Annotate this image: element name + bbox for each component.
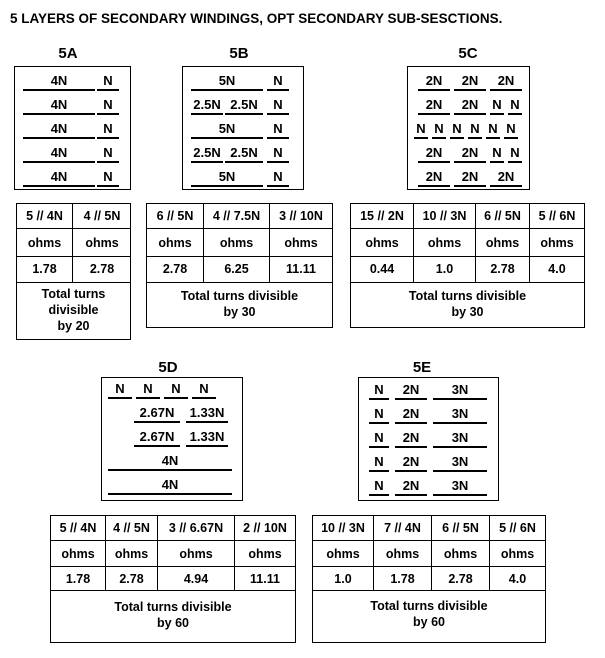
winding-layer-line xyxy=(191,137,263,139)
winding-label: 5N xyxy=(218,73,236,88)
winding-layer-line xyxy=(418,161,450,163)
winding-label: N xyxy=(103,169,113,184)
table-unit: ohms xyxy=(540,236,574,250)
winding-layer-line xyxy=(490,89,522,91)
winding-label: 2N xyxy=(461,73,479,88)
winding-diagram-5b xyxy=(182,66,304,190)
table-value: 2.78 xyxy=(119,572,144,586)
total-note: Total turns divisible by 20 xyxy=(41,287,106,333)
section-label-5d: 5D xyxy=(158,359,178,376)
winding-layer-line xyxy=(23,137,95,139)
winding-layer-line xyxy=(97,137,119,139)
winding-label: 4N xyxy=(161,477,179,492)
winding-label: N xyxy=(374,478,384,493)
table-value: 11.11 xyxy=(250,572,280,586)
table-value: 2.78 xyxy=(162,262,188,276)
winding-label: N xyxy=(374,382,384,397)
winding-label: 1.33N xyxy=(189,429,225,444)
winding-label: 2N xyxy=(425,145,443,160)
winding-layer-line xyxy=(191,113,223,115)
section-label-5a: 5A xyxy=(58,45,78,62)
table-unit: ohms xyxy=(158,236,192,250)
winding-label: N xyxy=(374,430,384,445)
winding-layer-line xyxy=(369,398,389,400)
winding-layer-line xyxy=(490,161,504,163)
winding-layer-line xyxy=(504,137,518,139)
winding-layer-line xyxy=(134,445,180,447)
winding-label: 2N xyxy=(461,97,479,112)
winding-label: 2.67N xyxy=(139,405,175,420)
winding-layer-line xyxy=(454,161,486,163)
winding-label: 3N xyxy=(451,454,469,469)
winding-label: 3N xyxy=(451,382,469,397)
section-label-5c: 5C xyxy=(458,45,478,62)
table-unit: ohms xyxy=(443,547,478,561)
winding-label: 4N xyxy=(161,453,179,468)
winding-diagram-5c xyxy=(407,66,530,190)
winding-label: N xyxy=(374,406,384,421)
table-value: 1.78 xyxy=(65,572,91,586)
winding-label: 2N xyxy=(402,454,420,469)
winding-label: N xyxy=(143,381,153,396)
winding-label: N xyxy=(374,454,384,469)
winding-layer-line xyxy=(454,185,486,187)
table-header: 4 // 7.5N xyxy=(212,209,261,223)
winding-layer-line xyxy=(418,89,450,91)
table-value: 0.44 xyxy=(369,262,395,276)
table-header: 5 // 4N xyxy=(26,209,63,223)
winding-layer-line xyxy=(369,446,389,448)
winding-label: N xyxy=(510,145,520,160)
winding-label: 4N xyxy=(50,145,68,160)
winding-layer-line xyxy=(432,137,446,139)
winding-label: N xyxy=(103,97,113,112)
winding-label: 2N xyxy=(402,406,420,421)
total-note: Total turns divisible by 30 xyxy=(408,289,527,319)
table-value: 2.78 xyxy=(89,262,115,276)
table-header: 15 // 2N xyxy=(360,209,404,223)
table-header: 5 // 6N xyxy=(499,521,536,535)
table-unit: ohms xyxy=(219,236,254,250)
winding-layer-line xyxy=(454,113,486,115)
table-value: 6.25 xyxy=(224,262,249,276)
winding-layer-line xyxy=(97,185,119,187)
winding-layer-line xyxy=(433,446,487,448)
winding-layer-line xyxy=(508,161,522,163)
table-unit: ohms xyxy=(284,236,318,250)
winding-layer-line xyxy=(395,446,427,448)
winding-label: 2N xyxy=(497,169,515,184)
total-note: Total turns divisible by 60 xyxy=(370,599,488,629)
winding-label: 2N xyxy=(461,169,479,184)
table-value: 1.0 xyxy=(334,572,352,586)
table-unit: ohms xyxy=(179,547,213,561)
winding-label: 5N xyxy=(218,121,236,136)
table-unit: ohms xyxy=(365,236,399,250)
winding-label: N xyxy=(416,121,426,136)
winding-label: N xyxy=(115,381,125,396)
winding-layer-line xyxy=(225,113,263,115)
winding-layer-line xyxy=(97,113,119,115)
winding-label: 4N xyxy=(50,169,68,184)
winding-layer-line xyxy=(267,113,289,115)
winding-label: N xyxy=(510,97,520,112)
winding-label: 1.33N xyxy=(189,405,225,420)
table-unit: ohms xyxy=(500,547,535,561)
table-value: 4.94 xyxy=(183,572,209,586)
winding-layer-line xyxy=(395,470,427,472)
ohms-table-5e xyxy=(312,515,546,643)
winding-layer-line xyxy=(191,185,263,187)
winding-layer-line xyxy=(225,161,263,163)
table-value: 4.0 xyxy=(508,572,527,586)
winding-label: N xyxy=(103,121,113,136)
winding-label: 2N xyxy=(461,145,479,160)
winding-label: 2.5N xyxy=(230,97,258,112)
table-header: 6 // 5N xyxy=(442,521,479,535)
table-value: 2.78 xyxy=(490,262,515,276)
winding-layer-line xyxy=(508,113,522,115)
table-header: 5 // 4N xyxy=(59,521,97,535)
winding-layer-line xyxy=(490,113,504,115)
table-value: 1.0 xyxy=(435,262,454,276)
table-value: 11.11 xyxy=(286,262,316,276)
table-unit: ohms xyxy=(385,547,420,561)
winding-label: 2.5N xyxy=(193,145,221,160)
winding-label: N xyxy=(103,145,113,160)
winding-label: N xyxy=(434,121,444,136)
winding-label: N xyxy=(199,381,209,396)
winding-label: 3N xyxy=(451,406,469,421)
winding-layer-line xyxy=(433,398,487,400)
winding-label: N xyxy=(273,121,283,136)
winding-layer-line xyxy=(454,89,486,91)
winding-layer-line xyxy=(108,397,132,399)
winding-label: N xyxy=(103,73,113,88)
winding-label: 2.67N xyxy=(139,429,175,444)
table-header: 10 // 3N xyxy=(321,521,365,535)
table-unit: ohms xyxy=(485,236,520,250)
winding-label: N xyxy=(273,145,283,160)
winding-layer-line xyxy=(433,494,487,496)
winding-layer-line xyxy=(450,137,464,139)
winding-layer-line xyxy=(433,422,487,424)
winding-label: 4N xyxy=(50,121,68,136)
winding-label: 5N xyxy=(218,169,236,184)
total-note: Total turns divisible by 30 xyxy=(180,289,299,319)
winding-diagram-5a xyxy=(14,66,131,190)
winding-label: 2.5N xyxy=(193,97,221,112)
winding-label: 2N xyxy=(425,169,443,184)
winding-layer-line xyxy=(164,397,188,399)
table-value: 1.78 xyxy=(390,572,415,586)
table-header: 4 // 5N xyxy=(83,209,121,223)
winding-layer-line xyxy=(267,137,289,139)
table-value: 1.78 xyxy=(32,262,57,276)
winding-layer-line xyxy=(395,422,427,424)
winding-layer-line xyxy=(136,397,160,399)
winding-layer-line xyxy=(97,161,119,163)
winding-layer-line xyxy=(369,470,389,472)
table-header: 7 // 4N xyxy=(384,521,421,535)
winding-label: N xyxy=(273,73,283,88)
winding-label: N xyxy=(492,145,502,160)
winding-layer-line xyxy=(192,397,216,399)
winding-label: 2N xyxy=(497,73,515,88)
winding-label: 2N xyxy=(425,73,443,88)
table-header: 5 // 6N xyxy=(538,209,576,223)
winding-label: N xyxy=(171,381,181,396)
winding-layer-line xyxy=(267,185,289,187)
section-label-5e: 5E xyxy=(412,359,432,376)
table-value: 4.0 xyxy=(548,262,566,276)
table-header: 10 // 3N xyxy=(422,209,467,223)
winding-layer-line xyxy=(369,422,389,424)
ohms-table-5d xyxy=(50,515,296,643)
winding-label: 3N xyxy=(451,478,469,493)
winding-layer-line xyxy=(433,470,487,472)
table-unit: ohms xyxy=(61,547,95,561)
winding-label: 2N xyxy=(402,478,420,493)
winding-layer-line xyxy=(395,494,427,496)
winding-label: N xyxy=(488,121,498,136)
table-header: 2 // 10N xyxy=(243,521,287,535)
table-unit: ohms xyxy=(85,236,119,250)
winding-layer-line xyxy=(108,493,232,495)
winding-label: 2N xyxy=(402,430,420,445)
table-unit: ohms xyxy=(248,547,282,561)
winding-label: N xyxy=(506,121,516,136)
ohms-table-5c xyxy=(350,203,585,328)
table-header: 3 // 10N xyxy=(279,209,323,223)
winding-layer-line xyxy=(186,445,228,447)
table-unit: ohms xyxy=(27,236,62,250)
table-unit: ohms xyxy=(114,547,149,561)
winding-label: N xyxy=(273,169,283,184)
winding-layer-line xyxy=(191,161,223,163)
winding-label: 2.5N xyxy=(230,145,258,160)
winding-layer-line xyxy=(267,161,289,163)
section-label-5b: 5B xyxy=(229,45,249,62)
winding-label: 4N xyxy=(50,73,68,88)
winding-layer-line xyxy=(23,161,95,163)
total-note: Total turns divisible by 60 xyxy=(114,600,232,630)
winding-layer-line xyxy=(23,113,95,115)
winding-label: 2N xyxy=(402,382,420,397)
winding-label: 4N xyxy=(50,97,68,112)
winding-layer-line xyxy=(191,89,263,91)
table-header: 3 // 6.67N xyxy=(168,521,224,535)
table-header: 6 // 5N xyxy=(484,209,521,223)
winding-layer-line xyxy=(414,137,428,139)
winding-layer-line xyxy=(134,421,180,423)
winding-layer-line xyxy=(418,113,450,115)
winding-label: 2N xyxy=(425,97,443,112)
winding-layer-line xyxy=(486,137,500,139)
winding-layer-line xyxy=(23,185,95,187)
winding-label: N xyxy=(470,121,480,136)
winding-layer-line xyxy=(23,89,95,91)
ohms-table-5b xyxy=(146,203,333,328)
winding-diagram-5e xyxy=(358,377,499,501)
winding-layer-line xyxy=(395,398,427,400)
table-header: 4 // 5N xyxy=(113,521,150,535)
winding-layer-line xyxy=(97,89,119,91)
winding-layer-line xyxy=(468,137,482,139)
ohms-table-5a xyxy=(16,203,131,340)
winding-layer-line xyxy=(490,185,522,187)
winding-layer-line xyxy=(267,89,289,91)
winding-layer-line xyxy=(186,421,228,423)
winding-label: N xyxy=(273,97,283,112)
table-unit: ohms xyxy=(326,547,360,561)
page-title: 5 LAYERS OF SECONDARY WINDINGS, OPT SECONDARY SUB-SESCTIONS. xyxy=(10,11,503,26)
winding-layer-line xyxy=(108,469,232,471)
winding-layer-line xyxy=(369,494,389,496)
winding-layer-line xyxy=(418,185,450,187)
table-value: 2.78 xyxy=(448,572,473,586)
winding-diagram-5d xyxy=(101,377,243,501)
table-unit: ohms xyxy=(427,236,462,250)
winding-label: N xyxy=(452,121,462,136)
winding-label: N xyxy=(492,97,502,112)
winding-label: 3N xyxy=(451,430,469,445)
table-header: 6 // 5N xyxy=(156,209,194,223)
